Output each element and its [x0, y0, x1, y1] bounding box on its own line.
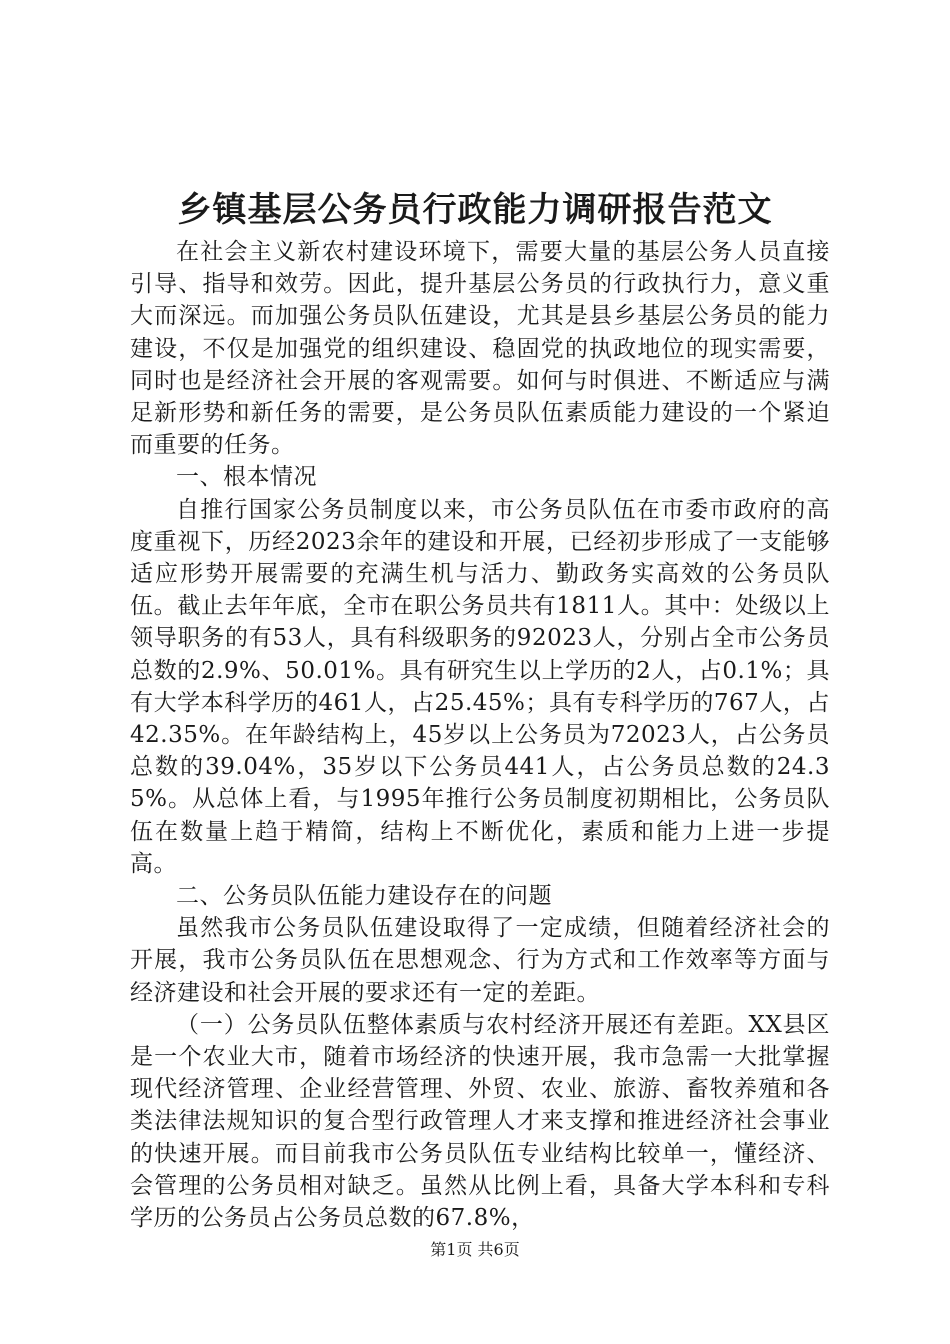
paragraph-basic-situation: 自推行国家公务员制度以来，市公务员队伍在市委市政府的高度重视下，历经2023余年的建设和开展，已经初步形成了一支能够适应形势开展需要的充满生机与活力、勤政务实高效的公务员队伍。截止去年年底，全市在职公务员共有1811人。其中：处级以上领导职务的有53人，具有科级职务的92023人，分别占全市公务员总数的2.9%、50.01%。具有研究生以上学历的2人，占0.1%；具有大学本科学历的461人，占25.45%；具有专科学历的767人，占42.35%。在年龄结构上，45岁以上公务员为72023人，占公务员总数的39.04%，35岁以下公务员441人，占公务员总数的24.35%。从总体上看，与1995年推行公务员制度初期相比，公务员队伍在数量上趋于精简，结构上不断优化，素质和能力上进一步提高。 [130, 496, 830, 877]
section-heading-basic-situation: 一、根本情况 [176, 464, 317, 491]
section-heading-problems: 二、公务员队伍能力建设存在的问题 [176, 883, 552, 910]
paragraph-problem-one: （一）公务员队伍整体素质与农村经济开展还有差距。XX县区是一个农业大市，随着市场经济的快速开展，我市急需一大批掌握现代经济管理、企业经营管理、外贸、农业、旅游、畜牧养殖和各类法律法规知识的复合型行政管理人才来支撑和推进经济社会事业的快速开展。而目前我市公务员队伍专业结构比较单一，懂经济、会管理的公务员相对缺乏。虽然从比例上看，具备大学本科和专科学历的公务员占公务员总数的67.8%， [130, 1011, 830, 1232]
document-title: 乡镇基层公务员行政能力调研报告范文 [177, 190, 773, 230]
document-body [130, 236, 830, 1234]
paragraph-problems-intro: 虽然我市公务员队伍建设取得了一定成绩，但随着经济社会的开展，我市公务员队伍在思想观念、行为方式和工作效率等方面与经济建设和社会开展的要求还有一定的差距。 [130, 915, 830, 1006]
paragraph-intro: 在社会主义新农村建设环境下，需要大量的基层公务人员直接引导、指导和效劳。因此，提升基层公务员的行政执行力，意义重大而深远。而加强公务员队伍建设，尤其是县乡基层公务员的能力建设，不仅是加强党的组织建设、稳固党的执政地位的现实需要，同时也是经济社会开展的客观需要。如何与时俱进、不断适应与满足新形势和新任务的需要，是公务员队伍素质能力建设的一个紧迫而重要的任务。 [130, 239, 830, 459]
page-number-footer: 第1页 共6页 [430, 1240, 520, 1259]
